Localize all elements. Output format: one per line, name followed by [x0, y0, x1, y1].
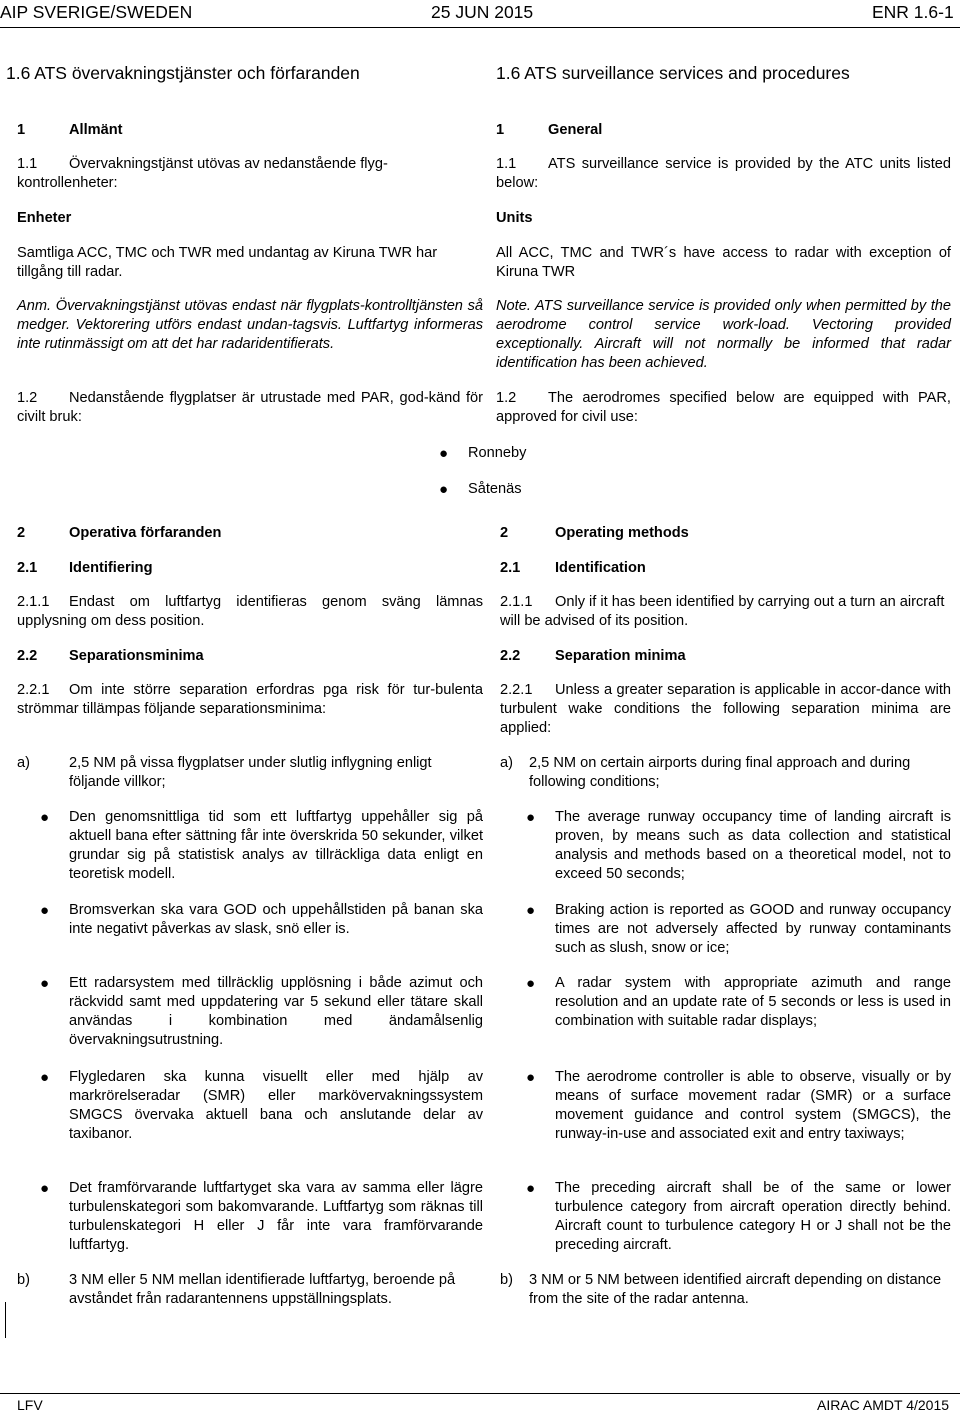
footer-publisher: LFV [17, 1397, 43, 1413]
condition-sv-5: Det framförvarande luftfartyget ska vara av samma eller lägre turbulenskategori som bakomvarande. Luftfartyg som räknas till turbulenskategori H eller J får inte vara framförvarande luftfartyg. [69, 1180, 483, 1253]
header-aip-title: AIP SVERIGE/SWEDEN [0, 2, 193, 22]
item-a-text-sv: 2,5 NM på vissa flygplatser under slutlig inflygning enligt följande villkor; [69, 755, 432, 790]
condition-sv-2: Bromsverkan ska vara GOD och uppehållstiden på banan ska inte negativt påverkas av slask, snö eller is. [69, 902, 483, 937]
section-2-heading-sv: 2 Operativa förfaranden [17, 525, 222, 541]
section-2-1-heading-sv: 2.1 Identifiering [17, 560, 153, 576]
para-1-2-sv: 1.2 Nedanstående flygplatser är utrustade med PAR, god-känd för civilt bruk: [17, 390, 483, 425]
bullet-icon: ● [439, 481, 449, 498]
condition-en-4: The aerodrome controller is able to observe, visually or by means of surface movement radar (SMR) or a surface movement guidance and control system (SMGCS), the runway-in-use and associated exit and entry taxiways; [555, 1069, 951, 1142]
chapter-title-en: 1.6 ATS surveillance services and procedures [496, 63, 850, 83]
units-text-en: All ACC, TMC and TWR´s have access to radar with exception of Kiruna TWR [496, 245, 951, 280]
aerodrome-ronneby: Ronneby [468, 445, 527, 461]
note-sv: Anm. Övervakningstjänst utövas endast när flygplats-kontrolltjänsten så medger. Vektorering utförs endast undan-tagsvis. Luftfartyg informeras inte rutinmässigt om att det har radaridentifierats. [17, 298, 483, 352]
chapter-title-sv: 1.6 ATS övervakningstjänster och förfaranden [6, 63, 360, 83]
condition-en-1: The average runway occupancy time of landing aircraft is proven, by means such as data collection and statistical analysis and methods based on a theoretical model, not to exceed 50 seconds; [555, 809, 951, 882]
para-2-2-1-en: 2.2.1 Unless a greater separation is applicable in accor-dance with turbulent wake conditions the following separation minima are applied: [500, 682, 951, 736]
header-rule [0, 27, 960, 28]
bullet-icon: ● [40, 902, 50, 919]
bullet-icon: ● [40, 809, 50, 826]
para-1-1-en: 1.1 ATS surveillance service is provided by the ATC units listed below: [496, 156, 951, 191]
item-a-label-sv: a) [17, 755, 30, 771]
para-1-1-sv: 1.1 Övervakningstjänst utövas av nedanstående flyg-kontrollenheter: [17, 156, 388, 191]
units-heading-en: Units [496, 210, 533, 226]
bullet-icon: ● [526, 902, 536, 919]
bullet-icon: ● [526, 1069, 536, 1086]
note-en: Note. ATS surveillance service is provided only when permitted by the aerodrome control service work-load. Vectoring provided exceptionally. Aircraft will not normally be informed that radar identification has been achieved. [496, 298, 951, 371]
change-bar [5, 1302, 6, 1338]
units-text-sv: Samtliga ACC, TMC och TWR med undantag av Kiruna TWR har tillgång till radar. [17, 245, 438, 280]
item-a-label-en: a) [500, 755, 513, 771]
para-2-1-1-en: 2.1.1 Only if it has been identified by carrying out a turn an aircraft will be advised of its position. [500, 594, 945, 629]
section-2-1-heading-en: 2.1 Identification [500, 560, 646, 576]
condition-sv-4: Flygledaren ska kunna visuellt eller med hjälp av markrörelseradar (SMR) eller markövervakningssystem SMGCS övervaka aktuell bana och anslutande delar av taxibanor. [69, 1069, 483, 1142]
section-2-heading-en: 2 Operating methods [500, 525, 689, 541]
item-a-text-en: 2,5 NM on certain airports during final approach and during following conditions; [529, 755, 911, 790]
condition-en-2: Braking action is reported as GOOD and runway occupancy times are not adversely affected by runway contaminants such as slush, snow or ice; [555, 902, 951, 956]
footer-amendment: AIRAC AMDT 4/2015 [817, 1397, 950, 1413]
bullet-icon: ● [40, 1180, 50, 1197]
condition-sv-1: Den genomsnittliga tid som ett luftfartyg uppehåller sig på aktuell bana efter sättning får inte överskrida 50 sekunder, vilket grundar sig på statistisk analys av tillräckliga data enligt en teoretisk modell. [69, 809, 483, 882]
item-b-text-sv: 3 NM eller 5 NM mellan identifierade luftfartyg, beroende på avståndet från radarantennens uppställningsplats. [69, 1272, 456, 1307]
bullet-icon: ● [526, 1180, 536, 1197]
header-page-ref: ENR 1.6-1 [872, 2, 954, 22]
section-2-2-heading-en: 2.2 Separation minima [500, 648, 686, 664]
header-date: 25 JUN 2015 [431, 2, 534, 22]
footer-rule [0, 1393, 960, 1394]
condition-en-5: The preceding aircraft shall be of the same or lower turbulence category from aircraft operation directly behind. Aircraft count to turbulence category H or J shall not be the preceding aircraft. [555, 1180, 951, 1253]
units-heading-sv: Enheter [17, 210, 72, 226]
section-2-2-heading-sv: 2.2 Separationsminima [17, 648, 204, 664]
item-b-label-en: b) [500, 1272, 513, 1288]
bullet-icon: ● [526, 975, 536, 992]
item-b-text-en: 3 NM or 5 NM between identified aircraft depending on distance from the site of the radar antenna. [529, 1272, 942, 1307]
bullet-icon: ● [439, 445, 449, 462]
para-2-1-1-sv: 2.1.1 Endast om luftfartyg identifieras genom sväng lämnas upplysning om dess position. [17, 594, 483, 629]
para-1-2-en: 1.2 The aerodromes specified below are equipped with PAR, approved for civil use: [496, 390, 951, 425]
condition-en-3: A radar system with appropriate azimuth and range resolution and an update rate of 5 seconds or less is used in combination with suitable radar displays; [555, 975, 951, 1029]
item-b-label-sv: b) [17, 1272, 30, 1288]
bullet-icon: ● [526, 809, 536, 826]
aerodrome-satenas: Såtenäs [468, 481, 522, 497]
bullet-icon: ● [40, 1069, 50, 1086]
condition-sv-3: Ett radarsystem med tillräcklig upplösning i både azimut och räckvidd samt med uppdatering var 5 sekund eller tätare skall användas i kombination med ändamålsenlig övervakningsutrustning. [69, 975, 483, 1048]
section-1-heading-en: 1 General [496, 122, 603, 138]
bullet-icon: ● [40, 975, 50, 992]
section-1-heading-sv: 1 Allmänt [17, 122, 123, 138]
para-2-2-1-sv: 2.2.1 Om inte större separation erfordras pga risk för tur-bulenta strömmar tillämpas följande separationsminima: [17, 682, 483, 717]
